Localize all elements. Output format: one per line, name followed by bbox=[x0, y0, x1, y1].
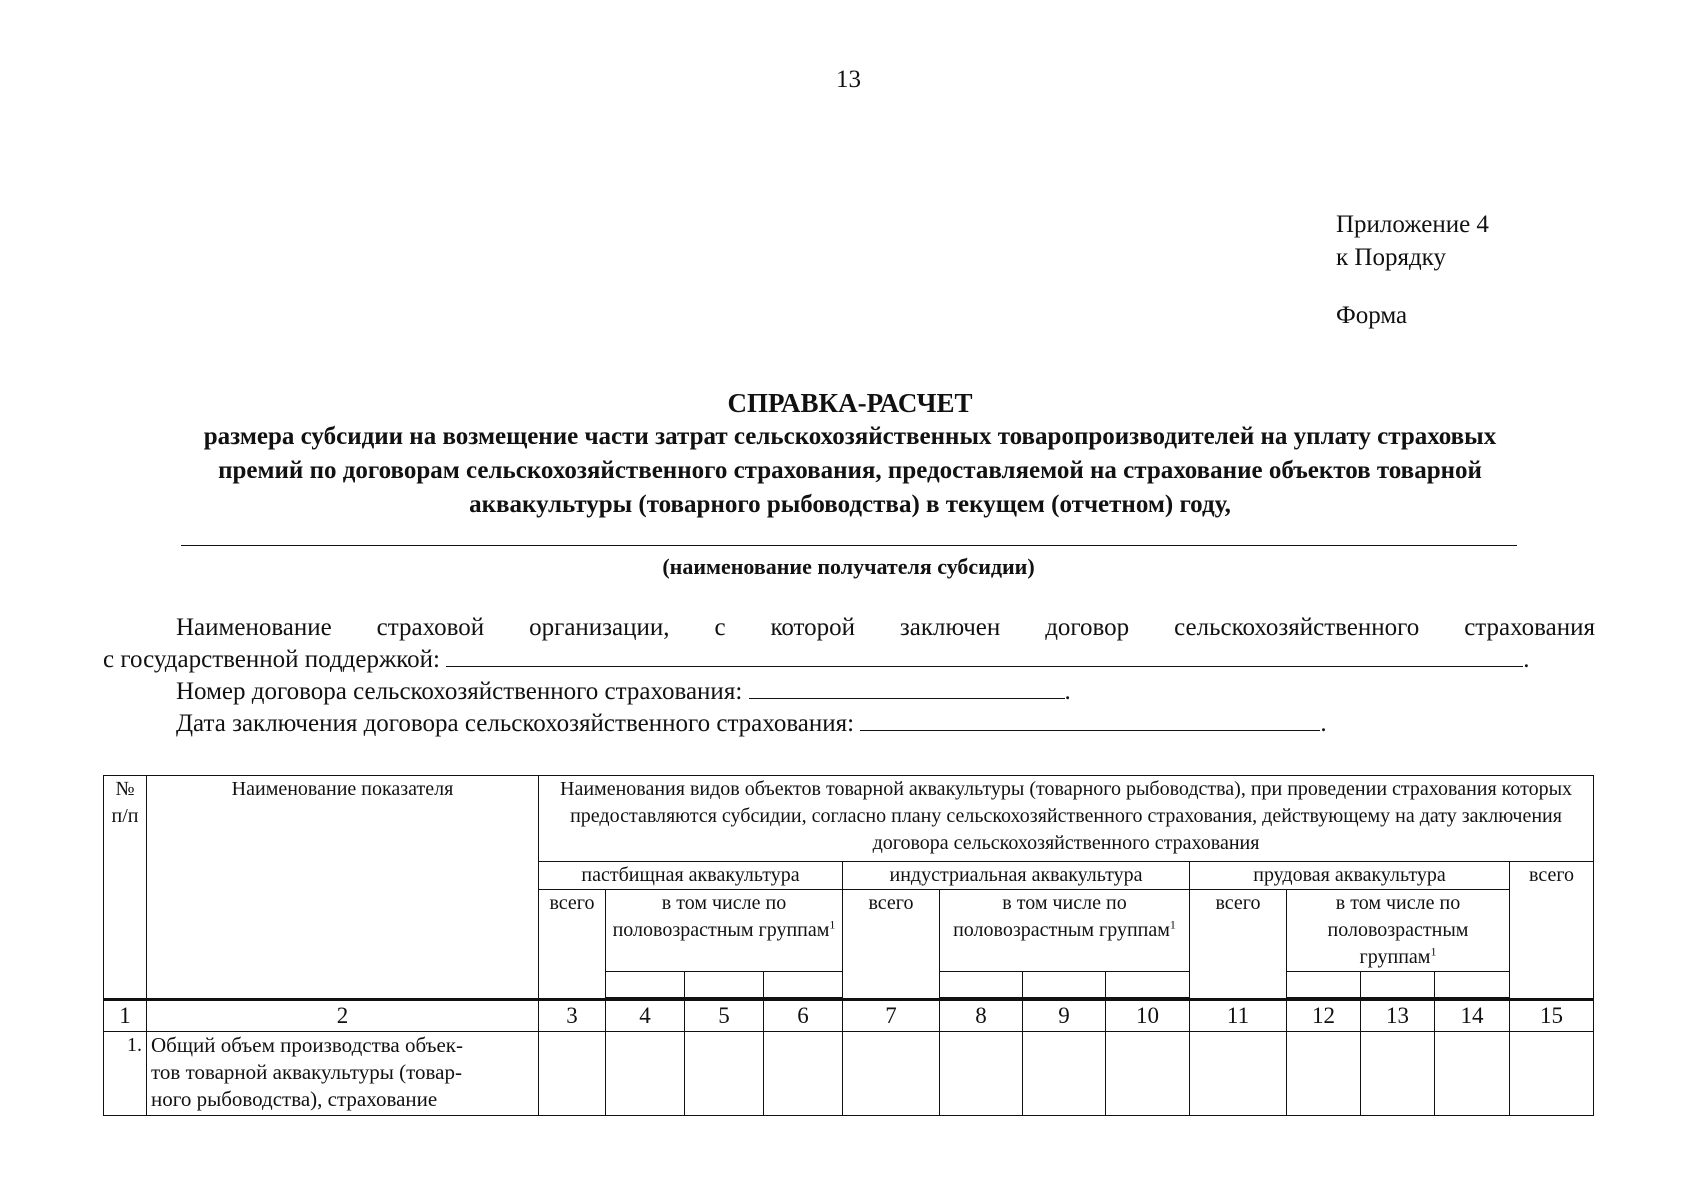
table-row bbox=[104, 1032, 1594, 1116]
page-number: 13 bbox=[836, 66, 861, 93]
insurer-label: Наименование страховой организации, с которой заключен договор сельскохозяйственного страхования bbox=[176, 614, 1595, 641]
footnote-mark: 1 bbox=[829, 917, 836, 932]
insurer-period: . bbox=[1523, 646, 1530, 673]
col-num-header: № п/п bbox=[104, 776, 147, 1000]
title-line-2: премий по договорам сельскохозяйственного страхования, предоставляемой на страхование объектов товарной bbox=[218, 457, 1482, 484]
row-number: 1. bbox=[104, 1032, 147, 1116]
value-cell[interactable] bbox=[685, 1032, 764, 1116]
col-name-header: Наименование показателя bbox=[147, 776, 539, 1000]
subsidy-table bbox=[103, 775, 1594, 1116]
col-number: 4 bbox=[606, 1000, 685, 1032]
industrial-breakdown-text: в том числе по половозрастным группам bbox=[953, 892, 1170, 941]
title-line-3: аквакультуры (товарного рыбоводства) в текущем (отчетном) году, bbox=[469, 491, 1231, 518]
contract-date-period: . bbox=[1320, 710, 1327, 737]
insurer-line bbox=[103, 644, 1529, 676]
row-name-line-1: Общий объем производства объек- bbox=[151, 1033, 463, 1057]
col-number: 6 bbox=[764, 1000, 843, 1032]
value-cell[interactable] bbox=[764, 1032, 843, 1116]
col-number: 12 bbox=[1287, 1000, 1361, 1032]
recipient-caption: (наименование получателя субсидии) bbox=[662, 554, 1035, 579]
value-cell[interactable] bbox=[606, 1032, 685, 1116]
title-main: СПРАВКА-РАСЧЕТ bbox=[727, 388, 973, 418]
contract-date-field[interactable] bbox=[860, 708, 1320, 731]
value-cell[interactable] bbox=[1190, 1032, 1287, 1116]
contract-number-field[interactable] bbox=[749, 676, 1065, 699]
col-number: 11 bbox=[1190, 1000, 1287, 1032]
type-header-pasture: пастбищная аквакультура bbox=[539, 862, 843, 890]
age-group-cell[interactable] bbox=[685, 972, 764, 998]
insurer-label-cont: с государственной поддержкой: bbox=[103, 646, 440, 673]
row-name bbox=[147, 1032, 539, 1116]
row-name-line-3: ного рыбоводства), страхование bbox=[151, 1087, 438, 1111]
pond-total-header: всего bbox=[1190, 890, 1287, 1000]
value-cell[interactable] bbox=[940, 1032, 1023, 1116]
col-number: 7 bbox=[843, 1000, 940, 1032]
industrial-total-header: всего bbox=[843, 890, 940, 1000]
age-group-cell[interactable] bbox=[606, 972, 685, 998]
annex-line-1: Приложение 4 bbox=[1336, 211, 1489, 238]
col-number: 15 bbox=[1510, 1000, 1594, 1032]
value-cell[interactable] bbox=[1510, 1032, 1594, 1116]
contract-number-period: . bbox=[1064, 678, 1071, 705]
age-group-cell[interactable] bbox=[764, 972, 843, 998]
footnote-mark: 1 bbox=[1169, 917, 1176, 932]
pond-breakdown-text: в том числе по половозрастным группам bbox=[1327, 892, 1469, 968]
pond-breakdown-header bbox=[1287, 890, 1510, 972]
col-number: 13 bbox=[1361, 1000, 1435, 1032]
title-line-1: размера субсидии на возмещение части затрат сельскохозяйственных товаропроизводителей на уплату страховых bbox=[203, 423, 1497, 450]
pasture-breakdown-header bbox=[606, 890, 843, 972]
annex-line-2: к Порядку bbox=[1336, 244, 1446, 271]
insurer-name-field[interactable] bbox=[446, 644, 1523, 667]
annex-block bbox=[1336, 208, 1489, 332]
industrial-breakdown-header bbox=[940, 890, 1190, 972]
age-group-cell[interactable] bbox=[1023, 972, 1106, 998]
col-number: 5 bbox=[685, 1000, 764, 1032]
pasture-breakdown-text: в том числе по половозрастным группам bbox=[612, 892, 830, 941]
col-number: 2 bbox=[147, 1000, 539, 1032]
value-cell[interactable] bbox=[1361, 1032, 1435, 1116]
contract-number-label: Номер договора сельскохозяйственного страхования: bbox=[176, 678, 743, 705]
value-cell[interactable] bbox=[539, 1032, 606, 1116]
value-cell[interactable] bbox=[1023, 1032, 1106, 1116]
col-number: 9 bbox=[1023, 1000, 1106, 1032]
recipient-blank-line[interactable] bbox=[181, 545, 1517, 546]
contract-date-line bbox=[176, 708, 1327, 740]
value-cell[interactable] bbox=[1435, 1032, 1510, 1116]
group-header: Наименования видов объектов товарной аквакультуры (товарного рыбоводства), при проведении страхования которых предоставляются субсидии, согласно плану сельскохозяйственного страхования, действующему на дату заключения договора сельскохозяйственного страхования bbox=[539, 776, 1594, 862]
contract-number-line bbox=[176, 676, 1071, 708]
contract-date-label: Дата заключения договора сельскохозяйственного страхования: bbox=[176, 710, 855, 737]
type-header-industrial: индустриальная аквакультура bbox=[843, 862, 1190, 890]
col-number: 3 bbox=[539, 1000, 606, 1032]
value-cell[interactable] bbox=[1106, 1032, 1190, 1116]
value-cell[interactable] bbox=[843, 1032, 940, 1116]
age-group-cell[interactable] bbox=[1287, 972, 1361, 998]
age-group-cell[interactable] bbox=[1435, 972, 1510, 998]
document-title bbox=[90, 386, 1610, 522]
col-number: 14 bbox=[1435, 1000, 1510, 1032]
col-number: 10 bbox=[1106, 1000, 1190, 1032]
age-group-cell[interactable] bbox=[940, 972, 1023, 998]
row-name-line-2: тов товарной аквакультуры (товар- bbox=[151, 1060, 462, 1084]
value-cell[interactable] bbox=[1287, 1032, 1361, 1116]
age-group-cell[interactable] bbox=[1361, 972, 1435, 998]
age-group-cell[interactable] bbox=[1106, 972, 1190, 998]
footnote-mark: 1 bbox=[1430, 944, 1437, 959]
type-header-pond: прудовая аквакультура bbox=[1190, 862, 1510, 890]
col-number: 8 bbox=[940, 1000, 1023, 1032]
grand-total-header: всего bbox=[1510, 862, 1594, 1000]
pasture-total-header: всего bbox=[539, 890, 606, 1000]
form-label: Форма bbox=[1336, 302, 1408, 329]
col-number: 1 bbox=[104, 1000, 147, 1032]
